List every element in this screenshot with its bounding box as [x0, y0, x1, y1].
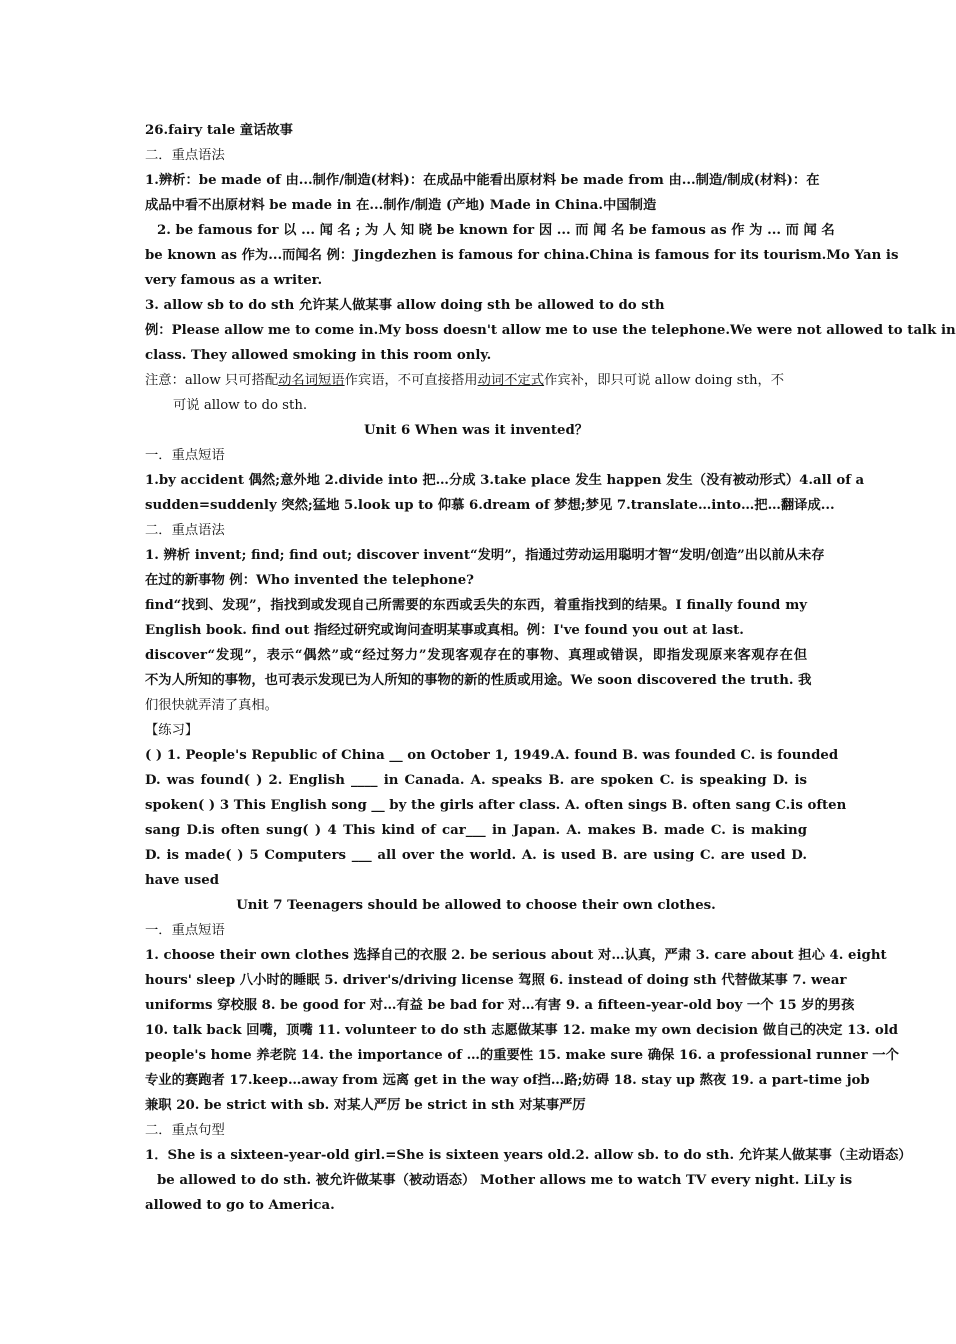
exercise-line1: ( ) 1. People's Republic of China __ on October 1, 1949.A. found B. was founded C. is founded	[145, 748, 839, 763]
vocab-item-26: 26.fairy tale 童话故事	[145, 123, 293, 138]
discover-line3: 们很快就弄清了真相。	[145, 698, 278, 713]
grammar-point-2-line1: 2. be famous for 以 ... 闻 名 ; 为 人 知 晓 be known for 因 ... 而 闻 名 be famous as 作 为 ... 而 闻 名	[157, 223, 835, 238]
phrases-u7-line2: hours' sleep 八小时的睡眠 5. driver's/driving license 驾照 6. instead of doing sth 代替做某事 7. wear	[145, 973, 847, 988]
grammar-point-2-line2: be known as 作为...而闻名 例：Jingdezhen is famous for china.China is famous for its tourism.Mo Yan is	[145, 248, 899, 263]
section-heading-phrases-u6: 一．重点短语	[145, 448, 225, 463]
unit-6-title: Unit 6 When was it invented？	[363, 423, 589, 438]
phrases-u7-line5: people's home 养老院 14. the importance of …的重要性 15. make sure 确保 16. a professional runner 一个	[145, 1048, 899, 1063]
note-allow-line2: 可说 allow to do sth.	[173, 398, 308, 413]
phrases-u7-line1: 1. choose their own clothes 选择自己的衣服 2. be serious about 对…认真，严肃 3. care about 担心 4. eight	[145, 948, 887, 963]
phrases-u7-line3: uniforms 穿校服 8. be good for 对…有益 be bad for 对…有害 9. a fifteen-year-old boy 一个 15 岁的男孩	[145, 998, 855, 1013]
phrases-u7-line7: 兼职 20. be strict with sb. 对某人严厉 be strict in sth 对某事严厉	[145, 1098, 586, 1113]
grammar-point-3: 3. allow sb to do sth 允许某人做某事 allow doing sth be allowed to do sth	[145, 298, 665, 313]
note-underline-gerund: 动名词短语	[278, 373, 345, 388]
section-heading-grammar-u6: 二．重点语法	[145, 523, 225, 538]
exercise-line3: spoken( ) 3 This English song __ by the girls after class. A. often sings B. often sang C.is often	[145, 798, 847, 813]
document-page	[145, 118, 956, 1218]
grammar-point-1-line2: 成品中看不出原材料 be made in 在...制作/制造 (产地) Made in China.中国制造	[145, 198, 657, 213]
note-text-a: 注意：allow 只可搭配	[145, 373, 279, 388]
unit-7-title: Unit 7 Teenagers should be allowed to choose their own clothes.	[236, 898, 716, 913]
note-underline-infinitive: 动词不定式	[477, 373, 545, 388]
find-line2: English book. find out 指经过研究或询问查明某事或真相。例：I've found you out at last.	[145, 623, 744, 638]
example-allow-line1: 例：Please allow me to come in.My boss doesn't allow me to use the telephone.We were not allowed to talk in	[145, 323, 956, 338]
sentences-u7-line2: be allowed to do sth. 被允许做某事（被动语态） Mother allows me to watch TV every night. LiLy is	[157, 1173, 853, 1188]
discover-line2: 不为人所知的事物，也可表示发现已为人所知的事物的新的性质或用途。We soon discovered the truth. 我	[145, 673, 812, 688]
exercise-heading: 【练习】	[145, 723, 199, 738]
example-allow-line2: class. They allowed smoking in this room only.	[145, 348, 492, 363]
grammar-point-1-line1: 1.辨析：be made of 由...制作/制造(材料)：在成品中能看出原材料 be made from 由...制造/制成(材料)：在	[145, 173, 820, 188]
phrases-u7-line4: 10. talk back 回嘴，顶嘴 11. volunteer to do sth 志愿做某事 12. make my own decision 做自己的决定 13. old	[145, 1023, 899, 1038]
sentences-u7-line1: 1．She is a sixteen-year-old girl.=She is sixteen years old.2. allow sb. to do sth. 允许某人做某事（主动语态）	[145, 1148, 912, 1163]
invent-line2: 在过的新事物 例：Who invented the telephone?	[145, 573, 474, 588]
exercise-line6: have used	[145, 873, 220, 888]
exercise-line5: D. is made( ) 5 Computers ___ all over the world. A. is used B. are using C. are used D.	[145, 848, 807, 863]
note-text-c: 作宾补，即只可说 allow doing sth，不	[544, 373, 785, 388]
phrases-u6-line1: 1.by accident 偶然;意外地 2.divide into 把…分成 3.take place 发生 happen 发生（没有被动形式）4.all of a	[145, 473, 865, 488]
exercise-line4: sang D.is often sung( ) 4 This kind of car___ in Japan. A. makes B. made C. is making	[145, 823, 807, 838]
find-line1: find“找到、发现”，指找到或发现自己所需要的东西或丢失的东西，着重指找到的结果。I finally found my	[145, 598, 807, 613]
exercise-line2: D. was found( ) 2. English ____ in Canada. A. speaks B. are spoken C. is speaking D. is	[145, 773, 807, 788]
phrases-u6-line2: sudden=suddenly 突然;猛地 5.look up to 仰慕 6.dream of 梦想;梦见 7.translate…into…把…翻译成...	[145, 498, 835, 513]
section-heading-phrases-u7: 一．重点短语	[145, 923, 225, 938]
sentences-u7-line3: allowed to go to America.	[145, 1198, 335, 1213]
note-text-b: 作宾语，不可直接搭用	[344, 373, 478, 388]
invent-line1: 1. 辨析 invent; find; find out; discover invent“发明”，指通过劳动运用聪明才智“发明/创造”出以前从未存	[145, 548, 825, 563]
section-heading-grammar: 二．重点语法	[145, 148, 225, 163]
note-allow-line1	[145, 368, 807, 393]
discover-line1: discover“发现”，表示“偶然”或“经过努力”发现客观存在的事物、真理或错误，即指发现原来客观存在但	[145, 648, 807, 663]
section-heading-sentences-u7: 二．重点句型	[145, 1123, 225, 1138]
grammar-point-2-line3: very famous as a writer.	[145, 273, 323, 288]
phrases-u7-line6: 专业的赛跑者 17.keep…away from 远离 get in the way of挡…路;妨碍 18. stay up 熬夜 19. a part-time job	[145, 1073, 870, 1088]
